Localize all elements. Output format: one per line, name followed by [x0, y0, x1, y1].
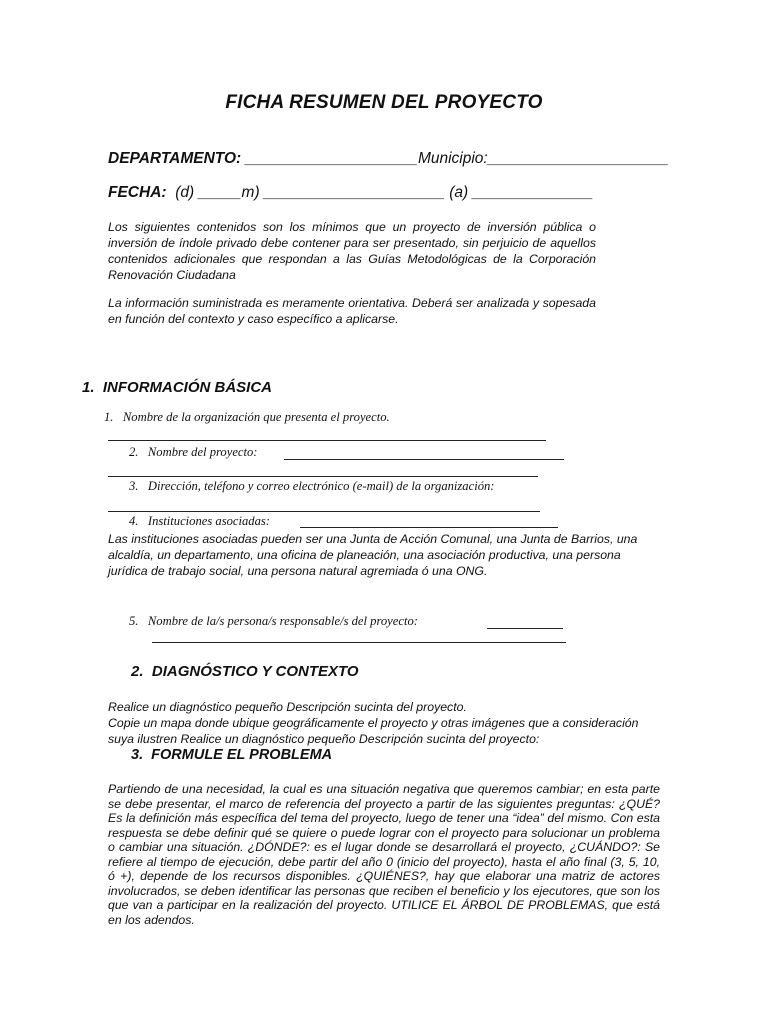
- section-1-heading: [82, 379, 272, 396]
- item-1-number: 1.: [104, 410, 114, 424]
- item-4: [129, 514, 270, 529]
- section-2-line-2: Copie un mapa donde ubique geográficamente el proyecto y otras imágenes que a consideración suya ilustren Realice un diagnóstico pequeño Descripción sucinta del proyecto:: [108, 716, 639, 746]
- fecha-row: [108, 184, 593, 202]
- section-1-number: 1.: [82, 379, 95, 396]
- section-2-title: DIAGNÓSTICO Y CONTEXTO: [151, 663, 359, 680]
- orientation-note: La información suministrada es meramente orientativa. Deberá ser analizada y sopesada en función del contexto y caso específico a aplicarse.: [108, 296, 596, 326]
- item-5-inline-line[interactable]: [487, 628, 563, 629]
- item-2: [129, 445, 258, 460]
- item-2-label: Nombre del proyecto:: [147, 445, 258, 459]
- item-2-inline-line[interactable]: [284, 459, 564, 460]
- item-3-number: 3.: [129, 479, 139, 493]
- departamento-blank: ____________________: [245, 150, 418, 167]
- section-2-number: 2.: [131, 663, 144, 680]
- instituciones-note: Las instituciones asociadas pueden ser una Junta de Acción Comunal, una Junta de Barrios, una alcaldía, un departamento, una oficina de planeación, una asociación productiva, una persona jurídica de trabajo social, una persona natural agremiada ó una ONG.: [108, 532, 638, 578]
- section-2-heading: [131, 663, 359, 680]
- item-5-number: 5.: [129, 614, 139, 628]
- departamento-row: [108, 150, 669, 168]
- item-4-inline-line[interactable]: [300, 527, 558, 528]
- item-1: [104, 410, 390, 425]
- item-5-label: Nombre de la/s persona/s responsable/s del proyecto:: [147, 614, 418, 628]
- item-5: [129, 614, 418, 629]
- item-5-answer-line[interactable]: [152, 642, 566, 643]
- fecha-label: FECHA:: [108, 184, 167, 201]
- section-3-title: FORMULE EL PROBLEMA: [151, 747, 333, 763]
- intro-paragraph: Los siguientes contenidos son los mínimos que un proyecto de inversión pública o inversión de índole privado debe contener para ser presentado, sin perjuicio de aquellos contenidos adicionales que respondan a las Guías Metodológicas de la Corporación Renovación Ciudadana: [108, 220, 596, 282]
- item-2-number: 2.: [129, 445, 139, 459]
- municipio-label: Municipio:: [417, 150, 488, 167]
- item-3: [129, 479, 494, 494]
- section-3-body: Partiendo de una necesidad, la cual es una situación negativa que queremos cambiar; en esta parte se debe presentar, el marco de referencia del proyecto a partir de las siguientes preguntas: ¿QUÉ? Es la definición más específica del tema del proyecto, luego de tener una “idea” del mismo. Con esta respuesta se debe definir qué se quiere o puede lograr con el proyecto para solucionar un problema o cambiar una situación. ¿DÓNDE?: es el lugar donde se desarrollará el proyecto, ¿CUÁNDO?: Se refiere al tiempo de ejecución, debe partir del año 0 (inicio del proyecto), hasta el año final (3, 5, 10, ó +), depende de los recursos disponibles. ¿QUIÉNES?, hay que elaborar una matriz de actores involucrados, se deben identificar las personas que reciben el beneficio y los ejecutores, que son los que van a participar en la realización del proyecto. UTILICE EL ÁRBOL DE PROBLEMAS, que está en los adendos.: [108, 782, 660, 927]
- departamento-label: DEPARTAMENTO:: [108, 150, 242, 167]
- page-title: FICHA RESUMEN DEL PROYECTO: [225, 92, 543, 113]
- municipio-blank: _____________________: [487, 150, 669, 167]
- item-1-answer-line[interactable]: [108, 440, 546, 441]
- item-3-label: Dirección, teléfono y correo electrónico (e-mail) de la organización:: [147, 479, 495, 493]
- section-3-heading: [131, 747, 332, 763]
- section-2-line-1: Realice un diagnóstico pequeño Descripción sucinta del proyecto.: [108, 700, 467, 714]
- item-4-label: Instituciones asociadas:: [147, 514, 270, 528]
- fecha-fields: (d) _____m) _____________________ (a) ______________: [175, 184, 594, 201]
- item-4-number: 4.: [129, 514, 139, 528]
- item-3-answer-line[interactable]: [108, 511, 540, 512]
- item-1-label: Nombre de la organización que presenta el proyecto.: [122, 410, 390, 424]
- section-3-number: 3.: [131, 747, 144, 763]
- section-1-title: INFORMACIÓN BÁSICA: [102, 379, 273, 396]
- item-2-answer-line[interactable]: [108, 476, 538, 477]
